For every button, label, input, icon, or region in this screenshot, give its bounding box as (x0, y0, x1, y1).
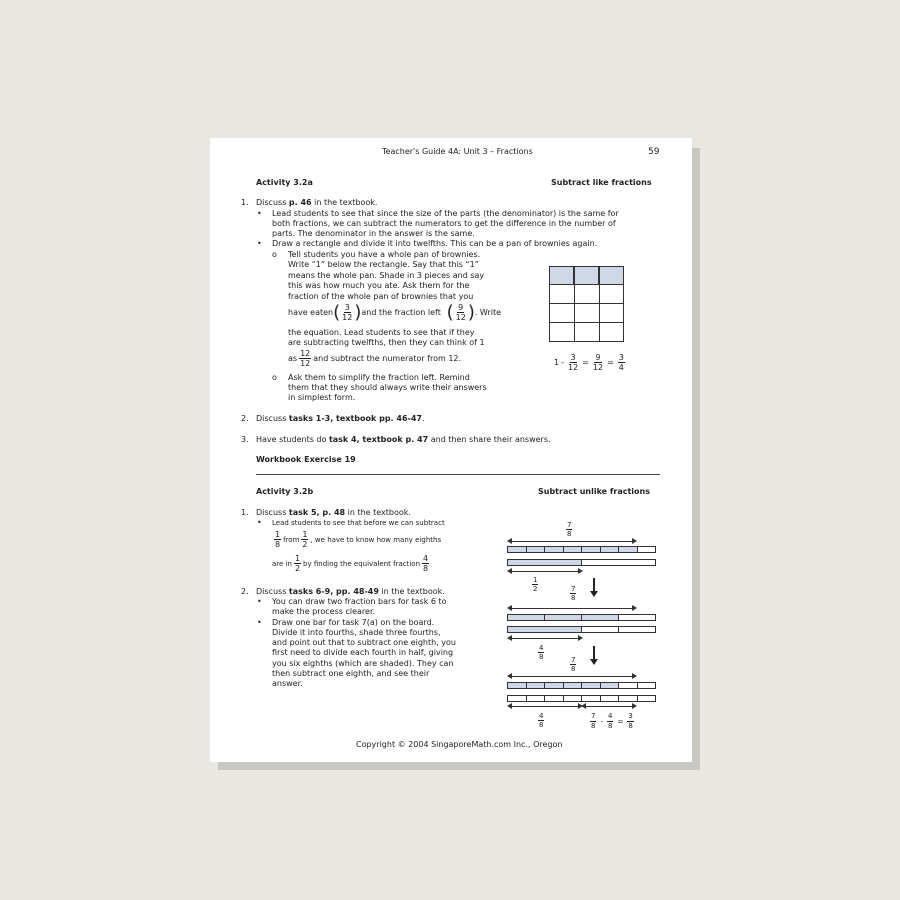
text-line-fractions: have eaten ( $\frac{3}{12}$ ) and the fraction left ( $\frac{9}{12}$ ) . Write (288, 301, 502, 323)
text-line: Ask them to simplify the fraction left. Remind (288, 373, 470, 382)
text-line: answer. (272, 679, 303, 688)
text-line: make the process clearer. (272, 607, 376, 616)
text-line: Tell students you have a whole pan of brownies. (288, 250, 481, 259)
sub-bullet: o (272, 373, 277, 382)
text-line: Lead students to see that before we can subtract (272, 519, 445, 527)
text-line: Write “1” below the rectangle. Say that this “1” (288, 260, 479, 269)
brownie-pan-grid (549, 266, 624, 342)
fraction-label: 7 8 (571, 656, 576, 673)
text-line: Draw one bar for task 7(a) on the board. (272, 618, 435, 627)
text-line: fraction of the whole pan of brownies that you (288, 292, 474, 301)
span-arrow (510, 571, 580, 572)
text-line: You can draw two fraction bars for task 6 to (272, 597, 447, 606)
text-line: them that they should always write their answers (288, 383, 487, 392)
list-number: 2. (241, 414, 249, 423)
span-arrow (584, 706, 634, 707)
text-line: and point out that to subtract one eighth, you (272, 638, 456, 647)
grid-cell-shaded (574, 267, 599, 285)
workbook-reference: Workbook Exercise 19 (256, 455, 356, 464)
fraction-bar (507, 695, 656, 702)
span-arrow (510, 608, 634, 609)
span-arrow (510, 541, 634, 542)
list-number: 3. (241, 435, 249, 444)
list-number: 1. (241, 198, 249, 207)
fraction-bar (507, 546, 656, 553)
grid-cell-shaded (550, 267, 574, 285)
down-arrow-icon (593, 578, 595, 592)
text-line: Divide it into fourths, shade three fourths, (272, 628, 441, 637)
sub-bullet: o (272, 250, 277, 259)
list-item: Discuss tasks 1-3, textbook pp. 46-47. (256, 414, 425, 423)
equation: 1 - $\frac{3}{12}$ = $\frac{9}{12}$ = $\frac{3}{4}$ (554, 353, 624, 372)
fraction-label: 7 8 (567, 521, 572, 538)
list-number: 2. (241, 587, 249, 596)
span-arrow (510, 638, 580, 639)
text-line: first need to divide each fourth in half, giving (272, 648, 454, 657)
activity-heading: Subtract unlike fractions (538, 487, 650, 496)
fraction-bar (507, 626, 656, 633)
fraction-label: 1 2 (533, 576, 538, 593)
document-page (210, 138, 692, 762)
activity-label: Activity 3.2b (256, 487, 314, 496)
list-item: Discuss task 5, p. 48 in the textbook. (256, 508, 411, 517)
text-line-fractions: are in $\frac{1}{2}$ by finding the equivalent fraction $\frac{4}{8}$ (272, 554, 429, 573)
text-line: the equation. Lead students to see that if they (288, 328, 475, 337)
text-line: both fractions, we can subtract the numerators to get the difference in the number of (272, 219, 616, 228)
bullet: • (257, 518, 262, 527)
fraction-label: 4 8 (539, 712, 544, 729)
text-line: are subtracting twelfths, then they can think of 1 (288, 338, 485, 347)
running-header: Teacher's Guide 4A: Unit 3 – Fractions (382, 147, 533, 156)
list-number: 1. (241, 508, 249, 517)
grid-line (599, 267, 600, 341)
text-line-fractions: $\frac{1}{8}$ from $\frac{1}{2}$ , we have to know how many eighths (275, 530, 442, 549)
list-item: Have students do task 4, textbook p. 47 and then share their answers. (256, 435, 551, 444)
bullet: • (257, 209, 262, 218)
bullet: • (257, 597, 262, 606)
fraction-bar (507, 559, 656, 566)
list-item: Discuss tasks 6-9, pp. 48-49 in the textbook. (256, 587, 445, 596)
result-equation: $\frac{7}{8}$ - $\frac{4}{8}$ = $\frac{3}{8}$ (591, 712, 633, 730)
fraction-bar (507, 682, 656, 689)
grid-cell-shaded (599, 267, 623, 285)
fraction-label: 7 8 (571, 585, 576, 602)
fraction-bar (507, 614, 656, 621)
bullet: • (257, 239, 262, 248)
text-line: Lead students to see that since the size of the parts (the denominator) is the same for (272, 209, 619, 218)
activity-heading: Subtract like fractions (551, 178, 652, 187)
text-line: in simplest form. (288, 393, 356, 402)
text-line: this was how much you ate. Ask them for the (288, 281, 470, 290)
text-line: means the whole pan. Shade in 3 pieces and say (288, 271, 485, 280)
copyright-footer: Copyright © 2004 SingaporeMath.com Inc., Oregon (356, 740, 563, 749)
activity-label: Activity 3.2a (256, 178, 313, 187)
text-line: then subtract one eighth, and see their (272, 669, 430, 678)
fraction-label: 4 8 (539, 644, 544, 661)
grid-line (550, 303, 623, 304)
text-line: Draw a rectangle and divide it into twelfths. This can be a pan of brownies again. (272, 239, 598, 248)
page-number: 59 (648, 147, 660, 157)
text-line: you six eighths (which are shaded). They can (272, 659, 454, 668)
span-arrow (510, 676, 634, 677)
span-arrow (510, 706, 580, 707)
grid-line (574, 267, 575, 341)
list-item: Discuss p. 46 in the textbook. (256, 198, 378, 207)
bullet: • (257, 618, 262, 627)
text-line-fractions: as $\frac{12}{12}$ and subtract the numerator from 12. (288, 349, 462, 368)
section-divider (256, 474, 660, 475)
down-arrow-icon (593, 646, 595, 660)
grid-line (550, 322, 623, 323)
text-line: parts. The denominator in the answer is the same. (272, 229, 475, 238)
